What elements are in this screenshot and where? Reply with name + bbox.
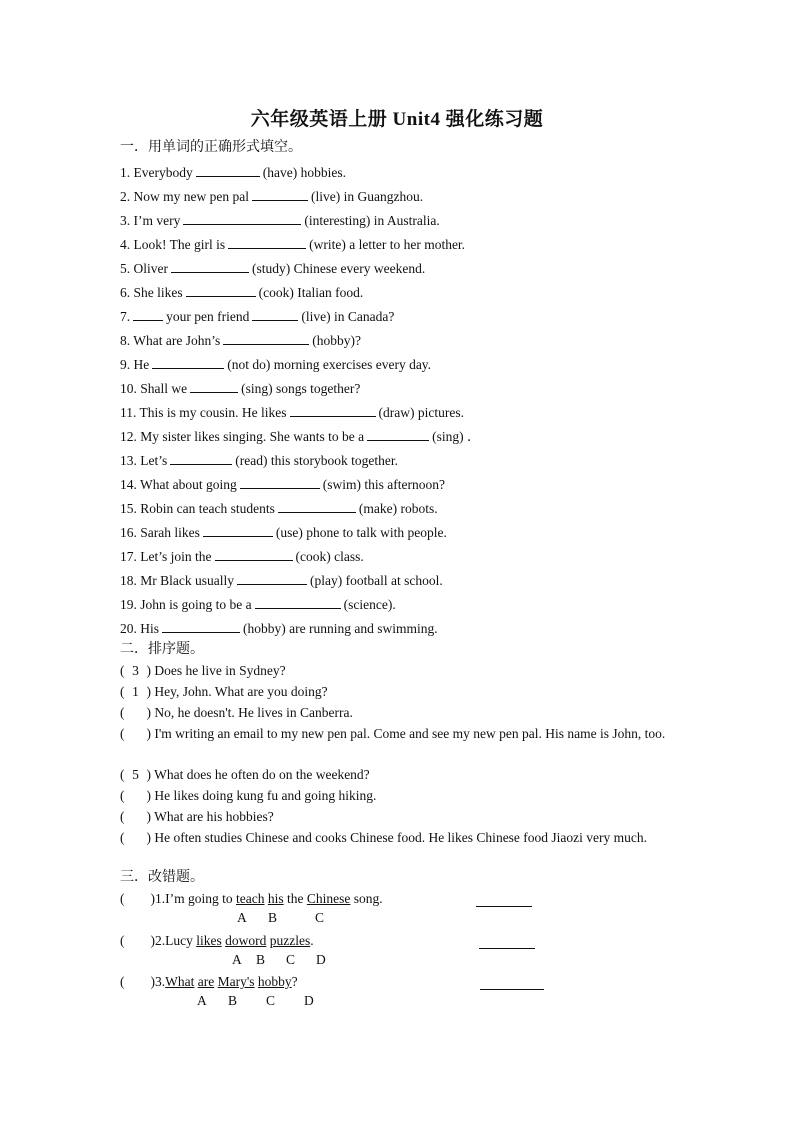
page-title: 六年级英语上册 Unit4 强化练习题 xyxy=(250,109,544,130)
item-text: 8. What are John’s xyxy=(120,333,221,348)
answer-blank[interactable] xyxy=(480,988,544,990)
fill-in-item xyxy=(120,234,675,255)
error-question-1 xyxy=(120,888,675,909)
plain-word: ? xyxy=(291,974,298,989)
option-letter: B xyxy=(268,910,278,925)
item-text: (live) in Canada? xyxy=(301,309,395,324)
item-text: 20. His xyxy=(120,621,160,636)
open-paren: ( xyxy=(120,663,125,678)
answer-blank[interactable] xyxy=(223,331,309,345)
answer-blank[interactable] xyxy=(215,547,293,561)
answer-blank[interactable] xyxy=(190,379,238,393)
answer-blank[interactable] xyxy=(476,905,532,907)
ordering-item xyxy=(120,681,675,702)
underlined-word-d: hobby xyxy=(257,974,292,989)
underlined-word-a: What xyxy=(165,974,195,989)
option-letter: B xyxy=(256,952,266,967)
fill-in-item xyxy=(120,402,675,423)
answer-blank[interactable] xyxy=(133,307,163,321)
item-text: 6. She likes xyxy=(120,285,183,300)
question-prefix: )2.Lucy xyxy=(150,933,193,948)
answer-blank[interactable] xyxy=(228,235,306,249)
item-text: (read) this storybook together. xyxy=(235,453,398,468)
fill-in-item xyxy=(120,354,675,375)
option-letter: B xyxy=(228,993,238,1008)
open-paren: ( xyxy=(120,726,125,741)
fill-in-item xyxy=(120,258,675,279)
open-paren: ( xyxy=(120,788,125,803)
item-text: 11. This is my cousin. He likes xyxy=(120,405,287,420)
item-text: 9. He xyxy=(120,357,150,372)
item-text: your pen friend xyxy=(166,309,250,324)
open-paren: ( xyxy=(120,891,125,906)
item-text: 19. John is going to be a xyxy=(120,597,252,612)
item-text: (study) Chinese every weekend. xyxy=(252,261,426,276)
item-text: (interesting) in Australia. xyxy=(304,213,440,228)
item-text: (live) in Guangzhou. xyxy=(310,189,424,204)
item-text: (have) hobbies. xyxy=(262,165,346,180)
item-text: 16. Sarah likes xyxy=(120,525,200,540)
fill-in-item xyxy=(120,618,675,639)
fill-in-item xyxy=(120,330,675,351)
fill-in-item xyxy=(120,210,675,231)
option-letter: A xyxy=(197,993,207,1008)
item-text: (sing) songs together? xyxy=(241,381,361,396)
section3-heading: 三．改错题。 xyxy=(120,870,204,885)
fill-in-item xyxy=(120,594,675,615)
underlined-word-a: likes xyxy=(196,933,222,948)
ordering-item xyxy=(120,702,675,723)
answer-blank[interactable] xyxy=(162,619,240,633)
answer-blank[interactable] xyxy=(171,259,249,273)
answer-blank[interactable] xyxy=(255,595,341,609)
option-letter: C xyxy=(266,993,276,1008)
item-text: (use) phone to talk with people. xyxy=(275,525,447,540)
item-text: (cook) class. xyxy=(295,549,364,564)
answer-blank[interactable] xyxy=(290,403,376,417)
item-text: 2. Now my new pen pal xyxy=(120,189,249,204)
plain-word: . xyxy=(310,933,314,948)
item-text: ) What are his hobbies? xyxy=(146,809,274,824)
fill-in-item xyxy=(120,426,675,447)
answer-blank[interactable] xyxy=(367,427,429,441)
fill-in-item xyxy=(120,282,675,303)
open-paren: ( xyxy=(120,809,125,824)
order-number[interactable]: 1 xyxy=(132,684,139,699)
fill-in-item xyxy=(120,378,675,399)
item-text: 10. Shall we xyxy=(120,381,188,396)
underlined-word-b: his xyxy=(267,891,284,906)
item-text: (make) robots. xyxy=(358,501,438,516)
fill-in-item xyxy=(120,522,675,543)
item-text: (play) football at school. xyxy=(310,573,443,588)
section2-heading: 二．排序题。 xyxy=(120,642,204,657)
underlined-word-b: do xyxy=(225,933,239,948)
underlined-word-c: word xyxy=(238,933,267,948)
item-text: 18. Mr Black usually xyxy=(120,573,234,588)
open-paren: ( xyxy=(120,933,125,948)
fill-in-item xyxy=(120,570,675,591)
item-text: (cook) Italian food. xyxy=(258,285,364,300)
ordering-item xyxy=(120,827,675,848)
answer-blank[interactable] xyxy=(183,211,301,225)
item-text: (not do) morning exercises every day. xyxy=(227,357,432,372)
fill-in-item xyxy=(120,186,675,207)
fill-in-item xyxy=(120,306,675,327)
underlined-word-b: are xyxy=(197,974,215,989)
answer-blank[interactable] xyxy=(479,947,535,949)
answer-blank[interactable] xyxy=(237,571,307,585)
order-number[interactable]: 5 xyxy=(132,767,139,782)
item-text: ) No, he doesn't. He lives in Canberra. xyxy=(146,705,353,720)
ordering-item xyxy=(120,660,675,681)
item-text: (swim) this afternoon? xyxy=(322,477,445,492)
fill-in-item xyxy=(120,162,675,183)
section1-heading: 一．用单词的正确形式填空。 xyxy=(120,140,302,155)
open-paren: ( xyxy=(120,684,125,699)
plain-word: the xyxy=(287,891,304,906)
item-text: (hobby)? xyxy=(312,333,361,348)
item-text: 17. Let’s join the xyxy=(120,549,212,564)
item-text: (hobby) are running and swimming. xyxy=(243,621,438,636)
item-text: ) What does he often do on the weekend? xyxy=(146,767,370,782)
ordering-item xyxy=(120,723,675,744)
open-paren: ( xyxy=(120,705,125,720)
item-text: 3. I’m very xyxy=(120,213,181,228)
fill-in-item xyxy=(120,474,675,495)
item-text: ) I'm writing an email to my new pen pal. Come and see my new pen pal. His name is John, too. xyxy=(146,726,666,741)
answer-blank[interactable] xyxy=(196,163,260,177)
open-paren: ( xyxy=(120,974,125,989)
plain-word: song. xyxy=(353,891,383,906)
option-letter: D xyxy=(316,952,326,967)
item-text: 13. Let’s xyxy=(120,453,168,468)
item-text: (sing) ． xyxy=(432,429,481,444)
ordering-item xyxy=(120,806,675,827)
answer-blank[interactable] xyxy=(152,355,224,369)
answer-blank[interactable] xyxy=(240,475,320,489)
answer-blank[interactable] xyxy=(278,499,356,513)
error-question-2 xyxy=(120,930,675,951)
ordering-item xyxy=(120,764,675,785)
underlined-word-c: Chinese xyxy=(306,891,351,906)
item-text: 15. Robin can teach students xyxy=(120,501,275,516)
question-prefix: )1.I’m going to xyxy=(150,891,233,906)
item-text: 14. What about going xyxy=(120,477,237,492)
item-text: 4. Look! The girl is xyxy=(120,237,226,252)
underlined-word-a: teach xyxy=(236,891,265,906)
item-text: 7. xyxy=(120,309,131,324)
fill-in-item xyxy=(120,546,675,567)
option-letter: C xyxy=(315,910,325,925)
option-letter: A xyxy=(237,910,247,925)
order-number[interactable]: 3 xyxy=(132,663,139,678)
answer-blank[interactable] xyxy=(252,307,298,321)
open-paren: ( xyxy=(120,830,125,845)
item-text: ) He often studies Chinese and cooks Chinese food. He likes Chinese food Jiaozi very much. xyxy=(146,830,648,845)
underlined-word-d: puzzles xyxy=(269,933,311,948)
ordering-item xyxy=(120,785,675,806)
option-letter: D xyxy=(304,993,314,1008)
item-text: (draw) pictures. xyxy=(378,405,464,420)
error-question-3 xyxy=(120,971,675,992)
item-text: ) Does he live in Sydney? xyxy=(146,663,286,678)
item-text: 1. Everybody xyxy=(120,165,193,180)
item-text: ) Hey, John. What are you doing? xyxy=(146,684,328,699)
item-text: (write) a letter to her mother. xyxy=(309,237,466,252)
question-prefix: )3. xyxy=(150,974,166,989)
item-text: 12. My sister likes singing. She wants to be a xyxy=(120,429,365,444)
option-letter: C xyxy=(286,952,296,967)
fill-in-item xyxy=(120,450,675,471)
answer-blank[interactable] xyxy=(170,451,232,465)
answer-blank[interactable] xyxy=(186,283,256,297)
item-text: ) He likes doing kung fu and going hiking. xyxy=(146,788,377,803)
option-letter: A xyxy=(232,952,242,967)
underlined-word-c: Mary's xyxy=(217,974,255,989)
item-text: (science). xyxy=(343,597,396,612)
answer-blank[interactable] xyxy=(203,523,273,537)
open-paren: ( xyxy=(120,767,125,782)
answer-blank[interactable] xyxy=(252,187,308,201)
item-text: 5. Oliver xyxy=(120,261,168,276)
fill-in-item xyxy=(120,498,675,519)
